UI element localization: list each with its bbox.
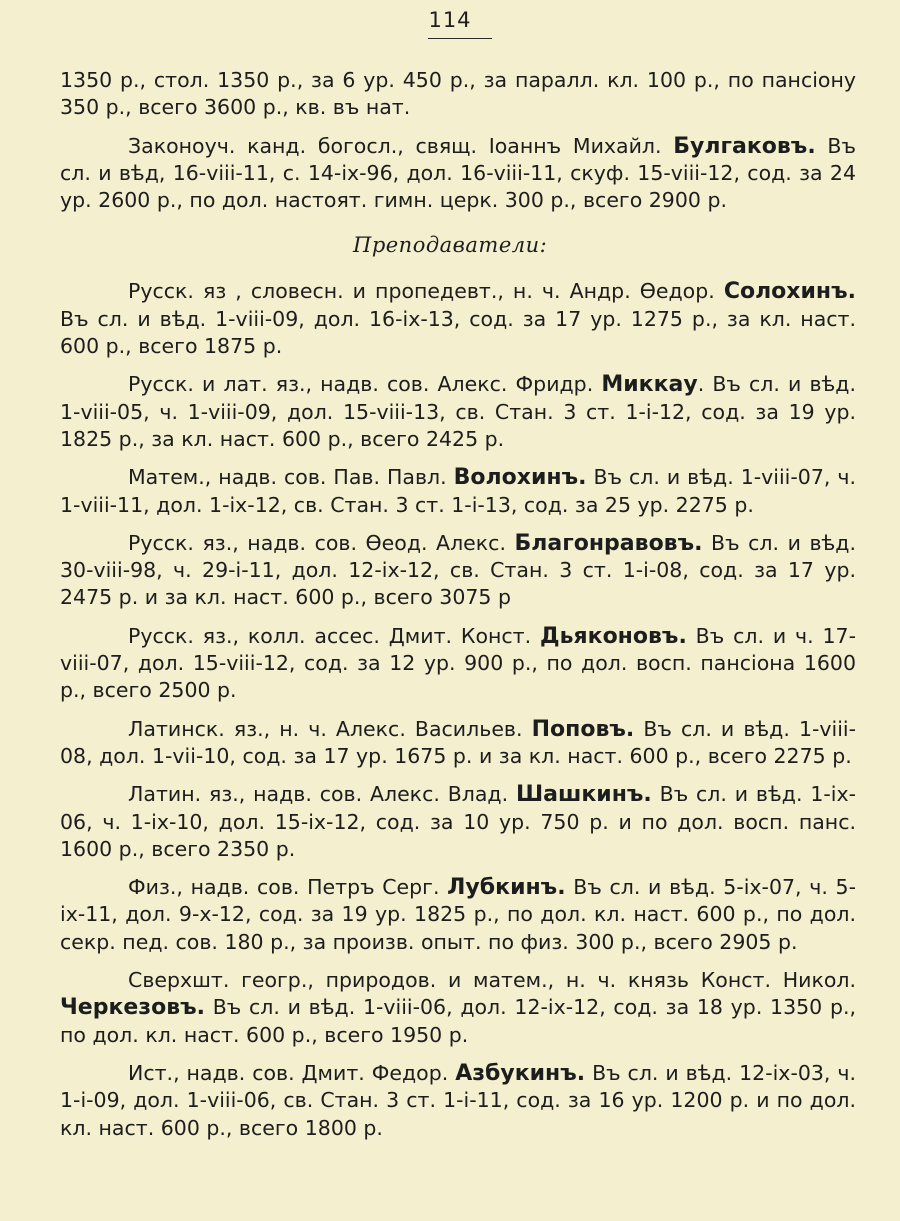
entry-text: Русск. яз., надв. сов. Ѳеод. Алекс. bbox=[128, 530, 515, 555]
surname: Благонравовъ. bbox=[514, 530, 703, 556]
surname: Дьяконовъ. bbox=[540, 623, 687, 649]
staff-entry-lubkin bbox=[60, 874, 856, 956]
surname: Солохинъ. bbox=[723, 279, 856, 305]
entry-text: Матем., надв. сов. Пав. Павл. bbox=[128, 465, 454, 490]
surname: Азбукинъ. bbox=[455, 1060, 586, 1086]
entry-text: Физ., надв. сов. Петръ Серг. bbox=[128, 875, 448, 900]
entry-text: . Въ сл. и вѣд. 1-viii-05, ч. 1-viii-09, дол. 15-viii-13, св. Стан. 3 ст. 1-i-12, сод. за 19 ур. 1825 р., за кл. наст. 600 р., всего 2425 р. bbox=[60, 372, 856, 451]
page-number-rule bbox=[428, 38, 492, 39]
entry-text: Въ сл. и вѣд. 1-viii-07, ч. 1-viii-11, дол. 1-ix-12, св. Стан. 3 ст. 1-i-13, сод. за 25 ур. 2275 р. bbox=[60, 465, 856, 517]
entry-text: Въ сл. и вѣд, 16-viii-11, с. 14-ix-96, дол. 16-viii-11, скуф. 15-viii-12, сод. за 24 ур. 2600 р., по дол. настоят. гимн. церк. 300 р., всего 2900 р. bbox=[60, 133, 856, 213]
surname: Миккау bbox=[601, 372, 698, 398]
surname: Черкезовъ. bbox=[60, 995, 206, 1021]
entry-text: 1350 р., стол. 1350 р., за 6 ур. 450 р., за паралл. кл. 100 р., по пансіону 350 р., всего 3600 р., кв. въ нат. bbox=[60, 68, 856, 120]
continued-salary-entry bbox=[60, 67, 856, 122]
surname: Лубкинъ. bbox=[447, 875, 566, 901]
entry-text: Въ сл. и вѣд. 1-viii-08, дол. 1-vii-10, сод. за 17 ур. 1675 р. и за кл. наст. 600 р., всего 2275 р. bbox=[60, 716, 857, 768]
staff-entry-volokhin bbox=[60, 464, 856, 519]
staff-entry-shashkin bbox=[60, 781, 856, 863]
entry-text: Въ сл. и ч. 17-viii-07, дол. 15-viii-12, сод. за 12 ур. 900 р., по дол. восп. пансіона 1600 р., всего 2500 р. bbox=[60, 623, 856, 703]
staff-entry-mikkau bbox=[60, 371, 856, 453]
entry-text: Въ сл. и вѣд. 30-viii-98, ч. 29-i-11, дол. 12-ix-12, св. Стан. 3 ст. 1-i-08, сод. за 17 ур. 2475 р. и за кл. наст. 600 р., всего 3075 р bbox=[60, 530, 856, 610]
surname: Поповъ. bbox=[531, 716, 635, 742]
surname: Шашкинъ. bbox=[515, 782, 652, 808]
entry-text: Ист., надв. сов. Дмит. Федор. bbox=[128, 1060, 456, 1085]
staff-entry-dyakonov bbox=[60, 623, 856, 705]
staff-entry-solokhin bbox=[60, 278, 856, 360]
entry-text: Сверхшт. геогр., природов. и матем., н. ч. князь Конст. Никол. bbox=[128, 968, 856, 993]
entry-text: Въ сл. и вѣд. 1-viii-09, дол. 16-ix-13, сод. за 17 ур. 1275 р., за кл. наст. 600 р., всего 1875 р. bbox=[60, 306, 856, 359]
page-content bbox=[60, 67, 856, 1142]
section-heading-teachers: Преподаватели: bbox=[353, 233, 548, 258]
surname: Волохинъ. bbox=[453, 465, 587, 491]
entry-text: Латинск. яз., н. ч. Алекс. Васильев. bbox=[128, 716, 532, 741]
entry-text: Русск. яз., колл. ассес. Дмит. Конст. bbox=[128, 623, 540, 648]
entry-text: Законоуч. канд. богосл., свящ. Іоаннъ Михайл. bbox=[128, 133, 674, 158]
entry-text: Латин. яз., надв. сов. Алекс. Влад. bbox=[128, 782, 516, 807]
staff-entry-bulgakov bbox=[60, 133, 856, 215]
entry-text: Въ сл. и вѣд. 12-ix-03, ч. 1-i-09, дол. 1-viii-06, св. Стан. 3 ст. 1-i-11, сод. за 16 ур. 1200 р. и по дол. кл. наст. 600 р., всего 1800 р. bbox=[60, 1060, 857, 1140]
entry-text: Русск. и лат. яз., надв. сов. Алекс. Фридр. bbox=[128, 372, 602, 397]
staff-entry-azbukin bbox=[60, 1060, 856, 1142]
staff-entry-popov bbox=[60, 716, 856, 771]
entry-text: Въ сл. и вѣд. 1-viii-06, дол. 12-ix-12, сод. за 18 ур. 1350 р., по дол. кл. наст. 600 р., всего 1950 р. bbox=[60, 995, 856, 1047]
entry-text: Въ сл. и вѣд. 5-ix-07, ч. 5-ix-11, дол. 9-x-12, сод. за 19 ур. 1825 р., по дол. кл. наст. 600 р., по дол. секр. пед. сов. 180 р., за произв. опыт. по физ. 300 р., всего 2905 р. bbox=[60, 875, 856, 954]
page-number: 114 bbox=[428, 8, 472, 32]
staff-entry-blagonravov bbox=[60, 530, 856, 612]
surname: Булгаковъ. bbox=[673, 133, 816, 159]
entry-text: Въ сл. и вѣд. 1-ix-06, ч. 1-ix-10, дол. 15-ix-12, сод. за 10 ур. 750 р. и по дол. восп. панс. 1600 р., всего 2350 р. bbox=[60, 782, 856, 861]
staff-entry-cherkezov bbox=[60, 967, 856, 1049]
entry-text: Русск. яз , словесн. и пропедевт., н. ч. Андр. Ѳедор. bbox=[128, 279, 724, 304]
